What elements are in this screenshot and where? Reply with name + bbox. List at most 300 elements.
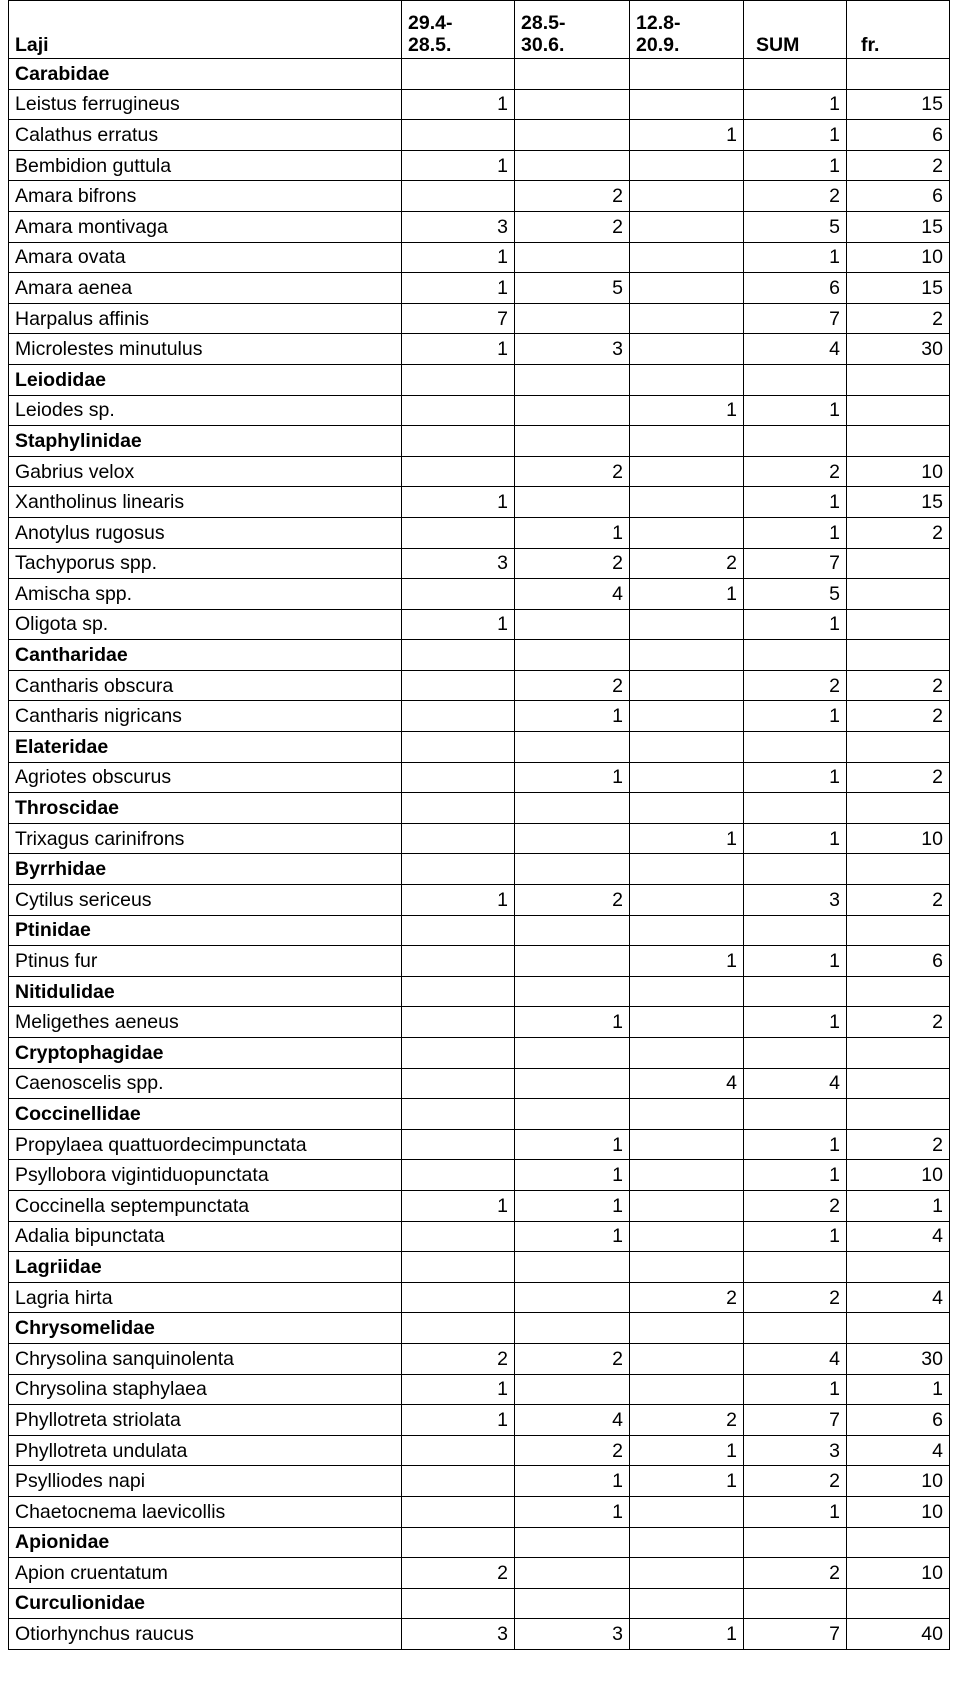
sum-count: 6 xyxy=(744,273,847,304)
header-period-3 xyxy=(630,1,744,59)
fr-value: 10 xyxy=(847,1496,950,1527)
period-2-count xyxy=(515,242,630,273)
empty-cell xyxy=(744,1588,847,1619)
fr-value: 6 xyxy=(847,1405,950,1436)
species-row xyxy=(9,1007,950,1038)
period-2-count xyxy=(515,1374,630,1405)
period-2-count xyxy=(515,1068,630,1099)
period-1-count xyxy=(402,1282,515,1313)
empty-cell xyxy=(630,915,744,946)
family-row xyxy=(9,640,950,671)
species-row xyxy=(9,670,950,701)
sum-count: 7 xyxy=(744,303,847,334)
fr-value: 4 xyxy=(847,1282,950,1313)
sum-count: 1 xyxy=(744,1160,847,1191)
period-3-count xyxy=(630,89,744,120)
period-3-count: 2 xyxy=(630,548,744,579)
period-2-count: 1 xyxy=(515,1496,630,1527)
period-3-count xyxy=(630,517,744,548)
species-name: Chaetocnema laevicollis xyxy=(9,1496,402,1527)
empty-cell xyxy=(847,364,950,395)
species-name: Microlestes minutulus xyxy=(9,334,402,365)
fr-value: 2 xyxy=(847,885,950,916)
empty-cell xyxy=(630,1099,744,1130)
empty-cell xyxy=(402,59,515,90)
species-row xyxy=(9,395,950,426)
period-2-count: 2 xyxy=(515,670,630,701)
period-2-count: 2 xyxy=(515,885,630,916)
period-1-count: 2 xyxy=(402,1558,515,1589)
empty-cell xyxy=(515,793,630,824)
period-1-count xyxy=(402,1496,515,1527)
fr-value: 10 xyxy=(847,823,950,854)
species-name: Leiodes sp. xyxy=(9,395,402,426)
family-name: Elateridae xyxy=(9,732,402,763)
species-name: Adalia bipunctata xyxy=(9,1221,402,1252)
period-2-count: 4 xyxy=(515,579,630,610)
fr-value: 30 xyxy=(847,1343,950,1374)
family-row xyxy=(9,364,950,395)
period-1-count: 3 xyxy=(402,211,515,242)
fr-value: 6 xyxy=(847,181,950,212)
empty-cell xyxy=(744,1252,847,1283)
sum-count: 1 xyxy=(744,1007,847,1038)
empty-cell xyxy=(515,426,630,457)
family-name: Carabidae xyxy=(9,59,402,90)
empty-cell xyxy=(515,1038,630,1069)
fr-value xyxy=(847,609,950,640)
family-row xyxy=(9,732,950,763)
period-2-count xyxy=(515,946,630,977)
empty-cell xyxy=(402,732,515,763)
family-name: Nitidulidae xyxy=(9,976,402,1007)
period-2-count: 3 xyxy=(515,334,630,365)
period-3-count xyxy=(630,609,744,640)
species-name: Harpalus affinis xyxy=(9,303,402,334)
period-3-count: 1 xyxy=(630,395,744,426)
period-2-count xyxy=(515,487,630,518)
period-2-count: 5 xyxy=(515,273,630,304)
sum-count: 1 xyxy=(744,1496,847,1527)
period-1-count xyxy=(402,762,515,793)
sum-count: 5 xyxy=(744,579,847,610)
empty-cell xyxy=(630,1313,744,1344)
period-3-count: 1 xyxy=(630,1435,744,1466)
sum-count: 1 xyxy=(744,242,847,273)
species-name: Phyllotreta undulata xyxy=(9,1435,402,1466)
empty-cell xyxy=(744,426,847,457)
period-2-count: 1 xyxy=(515,1007,630,1038)
species-row xyxy=(9,120,950,151)
period-1-count: 1 xyxy=(402,242,515,273)
period-2-count xyxy=(515,1558,630,1589)
sum-count: 7 xyxy=(744,1405,847,1436)
family-name: Cantharidae xyxy=(9,640,402,671)
empty-cell xyxy=(847,640,950,671)
period-3-count: 1 xyxy=(630,1466,744,1497)
sum-count: 3 xyxy=(744,1435,847,1466)
empty-cell xyxy=(630,640,744,671)
sum-count: 1 xyxy=(744,395,847,426)
empty-cell xyxy=(847,1588,950,1619)
period-2-count: 2 xyxy=(515,211,630,242)
period-2-count: 1 xyxy=(515,1129,630,1160)
species-row xyxy=(9,517,950,548)
sum-count: 2 xyxy=(744,1466,847,1497)
sum-count: 2 xyxy=(744,670,847,701)
empty-cell xyxy=(744,640,847,671)
empty-cell xyxy=(515,1588,630,1619)
species-name: Agriotes obscurus xyxy=(9,762,402,793)
species-row xyxy=(9,1129,950,1160)
period-3-count xyxy=(630,1558,744,1589)
period-3-count: 1 xyxy=(630,823,744,854)
species-row xyxy=(9,242,950,273)
family-row xyxy=(9,426,950,457)
family-name: Throscidae xyxy=(9,793,402,824)
fr-value: 2 xyxy=(847,303,950,334)
period-3-count xyxy=(630,1129,744,1160)
species-row xyxy=(9,89,950,120)
fr-value: 30 xyxy=(847,334,950,365)
period-2-count xyxy=(515,303,630,334)
period-2-count: 1 xyxy=(515,762,630,793)
period-1-count: 2 xyxy=(402,1343,515,1374)
header-sum: SUM xyxy=(744,1,847,59)
family-row xyxy=(9,59,950,90)
period-3-count: 1 xyxy=(630,120,744,151)
species-name: Calathus erratus xyxy=(9,120,402,151)
empty-cell xyxy=(744,854,847,885)
empty-cell xyxy=(402,364,515,395)
period-1-count xyxy=(402,823,515,854)
family-row xyxy=(9,1588,950,1619)
empty-cell xyxy=(402,793,515,824)
period-3-count: 4 xyxy=(630,1068,744,1099)
empty-cell xyxy=(402,426,515,457)
species-name: Chrysolina sanquinolenta xyxy=(9,1343,402,1374)
period-3-count xyxy=(630,150,744,181)
sum-count: 5 xyxy=(744,211,847,242)
species-name: Psylliodes napi xyxy=(9,1466,402,1497)
empty-cell xyxy=(847,1038,950,1069)
species-name: Gabrius velox xyxy=(9,456,402,487)
period-1-count xyxy=(402,1129,515,1160)
species-row xyxy=(9,303,950,334)
period-3-count xyxy=(630,701,744,732)
species-row xyxy=(9,1068,950,1099)
empty-cell xyxy=(744,1038,847,1069)
family-name: Coccinellidae xyxy=(9,1099,402,1130)
sum-count: 4 xyxy=(744,334,847,365)
species-row xyxy=(9,1190,950,1221)
family-name: Staphylinidae xyxy=(9,426,402,457)
period-1-count xyxy=(402,701,515,732)
header-period-3-line1: 12.8- xyxy=(636,12,681,34)
family-name: Cryptophagidae xyxy=(9,1038,402,1069)
period-1-count: 1 xyxy=(402,1405,515,1436)
period-1-count xyxy=(402,1435,515,1466)
empty-cell xyxy=(630,364,744,395)
empty-cell xyxy=(847,426,950,457)
sum-count: 1 xyxy=(744,762,847,793)
species-row xyxy=(9,1374,950,1405)
family-row xyxy=(9,1313,950,1344)
family-row xyxy=(9,1038,950,1069)
table-body xyxy=(9,1,950,1650)
empty-cell xyxy=(402,1588,515,1619)
species-row xyxy=(9,823,950,854)
species-name: Cantharis nigricans xyxy=(9,701,402,732)
family-name: Lagriidae xyxy=(9,1252,402,1283)
species-name: Cantharis obscura xyxy=(9,670,402,701)
period-1-count xyxy=(402,670,515,701)
period-1-count xyxy=(402,517,515,548)
header-period-3-line2: 20.9. xyxy=(636,34,680,56)
species-row xyxy=(9,1558,950,1589)
header-period-1-line1: 29.4- xyxy=(408,12,453,34)
species-name: Psyllobora vigintiduopunctata xyxy=(9,1160,402,1191)
species-row xyxy=(9,1160,950,1191)
empty-cell xyxy=(402,1527,515,1558)
fr-value: 15 xyxy=(847,89,950,120)
sum-count: 7 xyxy=(744,548,847,579)
header-period-2-line2: 30.6. xyxy=(521,34,565,56)
sum-count: 1 xyxy=(744,517,847,548)
sum-count: 1 xyxy=(744,89,847,120)
period-3-count xyxy=(630,334,744,365)
empty-cell xyxy=(515,364,630,395)
empty-cell xyxy=(630,732,744,763)
family-name: Byrrhidae xyxy=(9,854,402,885)
species-name: Phyllotreta striolata xyxy=(9,1405,402,1436)
period-3-count xyxy=(630,487,744,518)
period-2-count: 1 xyxy=(515,1466,630,1497)
sum-count: 1 xyxy=(744,120,847,151)
fr-value: 2 xyxy=(847,517,950,548)
species-name: Trixagus carinifrons xyxy=(9,823,402,854)
period-2-count xyxy=(515,89,630,120)
period-3-count xyxy=(630,242,744,273)
period-3-count xyxy=(630,670,744,701)
species-row xyxy=(9,1343,950,1374)
empty-cell xyxy=(515,59,630,90)
empty-cell xyxy=(515,854,630,885)
species-row xyxy=(9,273,950,304)
species-row xyxy=(9,181,950,212)
period-2-count: 3 xyxy=(515,1619,630,1650)
species-row xyxy=(9,946,950,977)
species-name: Tachyporus spp. xyxy=(9,548,402,579)
species-row xyxy=(9,1496,950,1527)
period-3-count: 2 xyxy=(630,1405,744,1436)
empty-cell xyxy=(515,640,630,671)
empty-cell xyxy=(630,1038,744,1069)
empty-cell xyxy=(402,854,515,885)
empty-cell xyxy=(847,976,950,1007)
period-3-count xyxy=(630,1496,744,1527)
species-row xyxy=(9,548,950,579)
fr-value: 2 xyxy=(847,670,950,701)
species-name: Meligethes aeneus xyxy=(9,1007,402,1038)
empty-cell xyxy=(847,915,950,946)
period-1-count xyxy=(402,1221,515,1252)
sum-count: 2 xyxy=(744,181,847,212)
period-1-count xyxy=(402,1466,515,1497)
period-1-count: 1 xyxy=(402,885,515,916)
period-2-count xyxy=(515,120,630,151)
fr-value: 2 xyxy=(847,762,950,793)
period-1-count xyxy=(402,1160,515,1191)
period-3-count xyxy=(630,303,744,334)
sum-count: 1 xyxy=(744,1221,847,1252)
empty-cell xyxy=(744,364,847,395)
species-name: Otiorhynchus raucus xyxy=(9,1619,402,1650)
species-name: Leistus ferrugineus xyxy=(9,89,402,120)
species-name: Bembidion guttula xyxy=(9,150,402,181)
fr-value: 15 xyxy=(847,211,950,242)
empty-cell xyxy=(744,1099,847,1130)
empty-cell xyxy=(847,1527,950,1558)
empty-cell xyxy=(402,1252,515,1283)
fr-value: 2 xyxy=(847,1129,950,1160)
fr-value xyxy=(847,548,950,579)
family-row xyxy=(9,1527,950,1558)
species-name: Amischa spp. xyxy=(9,579,402,610)
sum-count: 1 xyxy=(744,609,847,640)
period-2-count xyxy=(515,823,630,854)
sum-count: 2 xyxy=(744,1558,847,1589)
header-species: Laji xyxy=(9,1,402,59)
empty-cell xyxy=(847,1099,950,1130)
period-1-count: 1 xyxy=(402,487,515,518)
period-1-count xyxy=(402,120,515,151)
period-3-count xyxy=(630,885,744,916)
empty-cell xyxy=(515,915,630,946)
period-3-count xyxy=(630,1343,744,1374)
sum-count: 1 xyxy=(744,946,847,977)
fr-value: 2 xyxy=(847,701,950,732)
period-1-count: 3 xyxy=(402,548,515,579)
family-name: Ptinidae xyxy=(9,915,402,946)
species-name: Oligota sp. xyxy=(9,609,402,640)
species-row xyxy=(9,1221,950,1252)
empty-cell xyxy=(402,1099,515,1130)
period-2-count xyxy=(515,150,630,181)
fr-value xyxy=(847,579,950,610)
sum-count: 3 xyxy=(744,885,847,916)
species-row xyxy=(9,1435,950,1466)
period-3-count xyxy=(630,762,744,793)
sum-count: 2 xyxy=(744,456,847,487)
fr-value: 10 xyxy=(847,1466,950,1497)
species-row xyxy=(9,1619,950,1650)
species-row xyxy=(9,211,950,242)
period-2-count: 2 xyxy=(515,548,630,579)
empty-cell xyxy=(744,732,847,763)
empty-cell xyxy=(515,1527,630,1558)
species-name: Amara aenea xyxy=(9,273,402,304)
period-1-count: 1 xyxy=(402,273,515,304)
sum-count: 4 xyxy=(744,1068,847,1099)
period-1-count: 1 xyxy=(402,1374,515,1405)
species-name: Amara bifrons xyxy=(9,181,402,212)
fr-value: 2 xyxy=(847,1007,950,1038)
period-1-count: 1 xyxy=(402,1190,515,1221)
empty-cell xyxy=(744,976,847,1007)
fr-value: 1 xyxy=(847,1374,950,1405)
period-3-count xyxy=(630,456,744,487)
empty-cell xyxy=(630,854,744,885)
fr-value: 40 xyxy=(847,1619,950,1650)
empty-cell xyxy=(630,59,744,90)
empty-cell xyxy=(402,1038,515,1069)
sum-count: 4 xyxy=(744,1343,847,1374)
period-1-count xyxy=(402,1007,515,1038)
empty-cell xyxy=(847,732,950,763)
empty-cell xyxy=(515,732,630,763)
empty-cell xyxy=(402,976,515,1007)
species-row xyxy=(9,579,950,610)
sum-count: 1 xyxy=(744,150,847,181)
period-3-count xyxy=(630,181,744,212)
header-period-1 xyxy=(402,1,515,59)
species-name: Anotylus rugosus xyxy=(9,517,402,548)
species-row xyxy=(9,1466,950,1497)
empty-cell xyxy=(744,1313,847,1344)
header-fr: fr. xyxy=(847,1,950,59)
period-1-count xyxy=(402,181,515,212)
family-row xyxy=(9,854,950,885)
species-name: Apion cruentatum xyxy=(9,1558,402,1589)
period-3-count: 2 xyxy=(630,1282,744,1313)
empty-cell xyxy=(402,1313,515,1344)
period-1-count: 1 xyxy=(402,334,515,365)
empty-cell xyxy=(630,1252,744,1283)
header-period-2-line1: 28.5- xyxy=(521,12,566,34)
period-2-count xyxy=(515,1282,630,1313)
period-3-count xyxy=(630,1374,744,1405)
species-row xyxy=(9,762,950,793)
fr-value: 10 xyxy=(847,1558,950,1589)
family-name: Curculionidae xyxy=(9,1588,402,1619)
period-1-count xyxy=(402,456,515,487)
fr-value: 6 xyxy=(847,946,950,977)
period-2-count: 1 xyxy=(515,701,630,732)
period-2-count: 4 xyxy=(515,1405,630,1436)
sum-count: 1 xyxy=(744,1374,847,1405)
empty-cell xyxy=(515,1313,630,1344)
sum-count: 7 xyxy=(744,1619,847,1650)
period-3-count: 1 xyxy=(630,1619,744,1650)
family-row xyxy=(9,1099,950,1130)
fr-value: 15 xyxy=(847,487,950,518)
period-2-count: 1 xyxy=(515,1160,630,1191)
species-table xyxy=(8,0,950,1650)
family-row xyxy=(9,793,950,824)
empty-cell xyxy=(630,793,744,824)
species-row xyxy=(9,150,950,181)
species-name: Propylaea quattuordecimpunctata xyxy=(9,1129,402,1160)
empty-cell xyxy=(515,976,630,1007)
sum-count: 2 xyxy=(744,1282,847,1313)
species-row xyxy=(9,456,950,487)
period-1-count xyxy=(402,946,515,977)
family-name: Leiodidae xyxy=(9,364,402,395)
period-2-count: 2 xyxy=(515,1435,630,1466)
species-name: Cytilus sericeus xyxy=(9,885,402,916)
empty-cell xyxy=(630,1588,744,1619)
